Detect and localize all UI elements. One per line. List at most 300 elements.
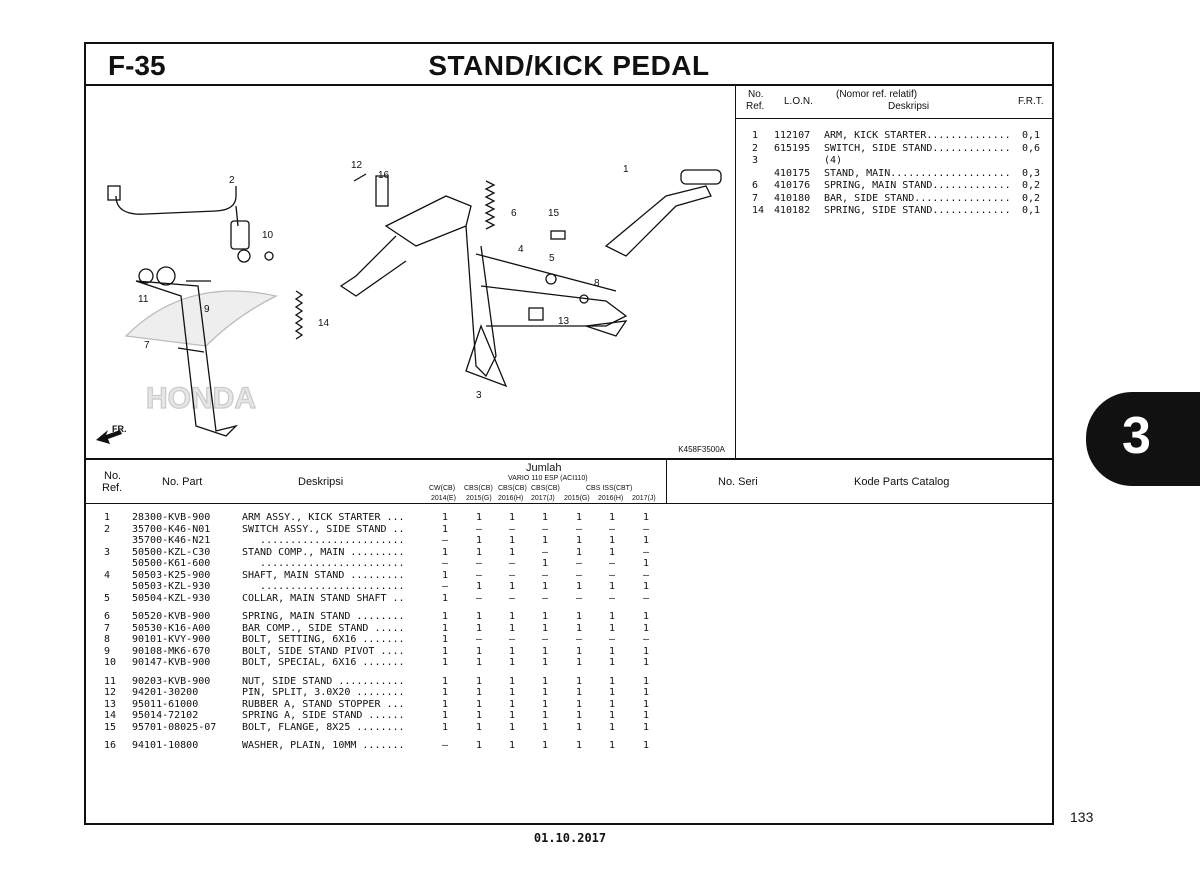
part-qty: – xyxy=(609,523,616,535)
section-code: F-35 xyxy=(108,50,166,81)
part-qty: 1 xyxy=(576,645,583,657)
part-row xyxy=(86,547,666,559)
part-qty: 1 xyxy=(509,645,516,657)
lon-ref: 6 xyxy=(752,180,759,191)
part-ref: 13 xyxy=(104,698,117,710)
lon-no-header: No. xyxy=(748,89,764,100)
callout-12: 12 xyxy=(351,160,363,171)
lon-ref: 2 xyxy=(752,142,759,154)
part-qty: – xyxy=(442,740,449,751)
part-qty: – xyxy=(476,634,483,645)
part-qty: – xyxy=(609,558,616,569)
footer-date: 01.10.2017 xyxy=(533,831,607,845)
part-desc: RUBBER A, STAND STOPPER ... xyxy=(242,698,405,710)
part-row xyxy=(86,657,666,669)
side-stand-switch xyxy=(231,221,249,249)
part-qty: 1 xyxy=(576,622,583,634)
part-qty: 1 xyxy=(476,687,483,698)
part-qty: 1 xyxy=(442,611,449,622)
part-qty: 1 xyxy=(476,512,483,523)
part-qty: 1 xyxy=(542,657,549,668)
part-ref: 3 xyxy=(104,546,111,558)
part-number: 28300-KVB-900 xyxy=(132,512,211,523)
part-number: 50500-K61-600 xyxy=(132,558,211,569)
part-desc: ........................ xyxy=(242,558,405,569)
part-qty: – xyxy=(609,634,616,645)
part-qty: – xyxy=(509,569,516,581)
part-qty: – xyxy=(643,592,650,604)
part-qty: 1 xyxy=(576,546,583,558)
part-qty: 1 xyxy=(609,721,616,733)
year-header-3: 2016(H) xyxy=(498,495,524,502)
part-qty: 1 xyxy=(576,687,583,698)
part-desc: ........................ xyxy=(242,581,405,592)
part-qty: 1 xyxy=(442,698,449,710)
year-header-4: 2017(J) xyxy=(531,495,555,502)
part-qty: 1 xyxy=(542,675,549,687)
part-desc: SPRING, MAIN STAND ........ xyxy=(242,611,405,622)
callout-14: 14 xyxy=(318,318,330,329)
part-qty: 1 xyxy=(542,721,549,733)
part-qty: 1 xyxy=(643,657,650,668)
part-qty: 1 xyxy=(442,687,449,698)
part-desc: SPRING A, SIDE STAND ...... xyxy=(242,710,405,721)
main-stand-leg xyxy=(466,226,496,376)
group-header-5: CBS ISS(CBT) xyxy=(586,485,633,492)
part-qty: – xyxy=(542,569,549,581)
lon-frt: 0,6 xyxy=(1022,142,1041,154)
part-qty: – xyxy=(576,592,583,604)
part-qty: 1 xyxy=(442,523,449,535)
lon-row xyxy=(736,155,1054,168)
part-number: 90101-KVY-900 xyxy=(132,634,211,645)
part-qty: – xyxy=(509,592,516,604)
main-stand-top xyxy=(386,196,471,246)
part-ref: 14 xyxy=(104,710,117,721)
page-number: 133 xyxy=(1070,809,1094,825)
callout-15: 15 xyxy=(548,208,560,219)
part-qty: 1 xyxy=(643,721,650,733)
part-qty: 1 xyxy=(476,546,483,558)
lon-row xyxy=(736,205,1054,218)
part-qty: 1 xyxy=(576,611,583,622)
part-qty: 1 xyxy=(442,592,449,604)
part-qty: 1 xyxy=(509,675,516,687)
part-qty: 1 xyxy=(609,740,616,751)
part-qty: 1 xyxy=(576,740,583,751)
part-desc: BOLT, SIDE STAND PIVOT .... xyxy=(242,645,405,657)
part-qty: – xyxy=(542,523,549,535)
part-qty: 1 xyxy=(442,634,449,645)
part-qty: 1 xyxy=(542,698,549,710)
part-qty: 1 xyxy=(509,687,516,698)
part-number: 50530-K16-A00 xyxy=(132,622,211,634)
part-qty: 1 xyxy=(643,622,650,634)
part-qty: 1 xyxy=(609,622,616,634)
section-tab: 3 xyxy=(1086,392,1200,486)
part-qty: – xyxy=(542,546,549,558)
parts-table-rows xyxy=(86,512,666,752)
lon-frt: 0,1 xyxy=(1022,130,1041,141)
part-qty: 1 xyxy=(643,558,650,569)
part-qty: 1 xyxy=(509,512,516,523)
part-qty: 1 xyxy=(576,581,583,592)
lon-desc: SPRING, SIDE STAND............. xyxy=(824,205,1011,216)
part-desc: WASHER, PLAIN, 10MM ....... xyxy=(242,740,405,751)
lon-ref-header: Ref. xyxy=(746,101,765,112)
part-qty: – xyxy=(442,558,449,569)
group-header-3: CBS(CB) xyxy=(498,485,527,492)
part-qty: 1 xyxy=(509,740,516,751)
part-row xyxy=(86,634,666,646)
part-qty: 1 xyxy=(476,622,483,634)
callout-8: 8 xyxy=(594,278,600,289)
part-qty: – xyxy=(609,592,616,604)
part-desc: BOLT, SPECIAL, 6X16 ....... xyxy=(242,657,405,668)
main-stand-left-foot xyxy=(341,236,406,296)
lon-row xyxy=(736,143,1054,156)
part-ref: 7 xyxy=(104,622,111,634)
lon-desc: BAR, SIDE STAND................ xyxy=(824,192,1011,204)
part-qty: 1 xyxy=(509,721,516,733)
lon-row xyxy=(736,193,1054,206)
part-qty: – xyxy=(509,634,516,645)
part-qty: – xyxy=(542,634,549,645)
part-qty: 1 xyxy=(576,710,583,721)
honda-wing-watermark xyxy=(126,291,276,346)
parts-table-header xyxy=(86,458,1052,504)
lon-frt: 0,1 xyxy=(1022,205,1041,216)
part-desc: BOLT, SETTING, 6X16 ....... xyxy=(242,634,405,645)
part-desc: SHAFT, MAIN STAND ......... xyxy=(242,569,405,581)
part-qty: 1 xyxy=(476,698,483,710)
callout-11: 11 xyxy=(138,294,149,305)
callout-10: 10 xyxy=(262,230,274,241)
part-desc: COLLAR, MAIN STAND SHAFT .. xyxy=(242,592,405,604)
year-header-5: 2015(G) xyxy=(564,495,590,502)
part-qty: 1 xyxy=(576,535,583,546)
part-row xyxy=(86,581,666,593)
part-qty: 1 xyxy=(643,710,650,721)
part-ref: 9 xyxy=(104,645,111,657)
lon-ref: 14 xyxy=(752,205,765,216)
front-arrow-icon xyxy=(96,424,127,444)
lon-frt: 0,2 xyxy=(1022,192,1041,204)
part-qty: 1 xyxy=(576,675,583,687)
part-number: 90147-KVB-900 xyxy=(132,657,211,668)
part-qty: – xyxy=(576,523,583,535)
switch-bolt xyxy=(238,250,250,262)
lon-code: 410176 xyxy=(774,180,811,191)
part-number: 50503-KZL-930 xyxy=(132,581,211,592)
part-row xyxy=(86,623,666,635)
callout-5: 5 xyxy=(549,253,555,264)
part-number: 95701-08025-07 xyxy=(132,721,217,733)
part-ref: 4 xyxy=(104,569,111,581)
part-qty: 1 xyxy=(442,546,449,558)
page-title: STAND/KICK PEDAL xyxy=(428,50,710,81)
part-row xyxy=(86,710,666,722)
part-ref: 6 xyxy=(104,611,111,622)
callout-13: 13 xyxy=(558,316,570,327)
part-qty: – xyxy=(609,569,616,581)
part-qty: 1 xyxy=(442,645,449,657)
part-desc: PIN, SPLIT, 3.0X20 ........ xyxy=(242,687,405,698)
part-qty: – xyxy=(576,558,583,569)
part-row xyxy=(86,646,666,658)
lon-desc: STAND, MAIN.................... xyxy=(824,167,1011,179)
part-qty: 1 xyxy=(643,581,650,592)
part-number: 35700-K46-N01 xyxy=(132,523,211,535)
part-qty: – xyxy=(509,523,516,535)
part-ref: 11 xyxy=(104,675,117,687)
parts-part-header: No. Part xyxy=(162,476,203,488)
callout-1: 1 xyxy=(623,164,629,175)
part-qty: – xyxy=(476,592,483,604)
group-header-4: CBS(CB) xyxy=(531,485,560,492)
lon-code: 410175 xyxy=(774,167,811,179)
parts-variant-header: VARIO 110 ESP (ACI110) xyxy=(508,475,588,482)
part-qty: 1 xyxy=(609,657,616,668)
part-ref: 8 xyxy=(104,634,111,645)
parts-catalog-header: Kode Parts Catalog xyxy=(854,476,950,488)
part-number: 50520-KVB-900 xyxy=(132,611,211,622)
lon-ref: 7 xyxy=(752,192,759,204)
part-qty: 1 xyxy=(542,622,549,634)
lon-code: 112107 xyxy=(774,130,811,141)
part-qty: 1 xyxy=(542,687,549,698)
parts-no-header: No. xyxy=(104,470,122,482)
part-qty: – xyxy=(476,569,483,581)
part-row xyxy=(86,740,666,752)
part-qty: 1 xyxy=(476,657,483,668)
honda-watermark-text: HONDA xyxy=(146,382,256,415)
part-qty: 1 xyxy=(509,657,516,668)
year-header-1: 2014(E) xyxy=(431,495,456,502)
split-pin xyxy=(354,174,366,181)
part-desc: SWITCH ASSY., SIDE STAND .. xyxy=(242,523,405,535)
parts-ref-header: Ref. xyxy=(102,482,123,494)
lon-table xyxy=(736,86,1054,458)
part-qty: 1 xyxy=(442,512,449,523)
callout-16: 16 xyxy=(378,170,390,181)
part-qty: 1 xyxy=(542,611,549,622)
lon-code: 410180 xyxy=(774,192,811,204)
part-row xyxy=(86,535,666,547)
part-row xyxy=(86,676,666,688)
group-header-2: CBS(CB) xyxy=(464,485,493,492)
flange-bolt xyxy=(551,231,565,239)
part-qty: 1 xyxy=(609,687,616,698)
parts-qty-header: Jumlah xyxy=(526,462,562,474)
part-ref: 1 xyxy=(104,512,111,523)
lon-frt: 0,2 xyxy=(1022,180,1041,191)
part-qty: 1 xyxy=(476,710,483,721)
part-qty: 1 xyxy=(643,740,650,751)
lon-frt-header: F.R.T. xyxy=(1018,96,1044,107)
part-qty: – xyxy=(509,558,516,569)
part-qty: 1 xyxy=(442,710,449,721)
part-number: 90203-KVB-900 xyxy=(132,675,211,687)
part-desc: BOLT, FLANGE, 8X25 ........ xyxy=(242,721,405,733)
illustration-code: K458F3500A xyxy=(678,445,725,454)
lon-table-rows xyxy=(736,130,1054,218)
part-qty: 1 xyxy=(542,645,549,657)
lon-frt: 0,3 xyxy=(1022,167,1041,179)
kick-starter-arm xyxy=(606,186,711,256)
group-header-1: CW(CB) xyxy=(429,485,456,492)
lon-desc: SPRING, MAIN STAND............. xyxy=(824,180,1011,191)
collar xyxy=(546,274,556,284)
part-qty: 1 xyxy=(576,698,583,710)
part-qty: 1 xyxy=(442,721,449,733)
part-qty: 1 xyxy=(609,611,616,622)
part-qty: – xyxy=(643,523,650,535)
part-qty: 1 xyxy=(542,740,549,751)
part-row xyxy=(86,611,666,623)
part-row xyxy=(86,722,666,734)
part-number: 95011-61000 xyxy=(132,698,199,710)
part-number: 95014-72102 xyxy=(132,710,199,721)
parts-serial-header: No. Seri xyxy=(718,476,758,488)
part-qty: 1 xyxy=(509,622,516,634)
lon-desc: ARM, KICK STARTER.............. xyxy=(824,130,1011,141)
part-qty: 1 xyxy=(609,698,616,710)
part-qty: 1 xyxy=(542,710,549,721)
part-qty: 1 xyxy=(476,675,483,687)
main-stand-arm xyxy=(481,286,626,326)
part-ref: 15 xyxy=(104,721,117,733)
part-qty: 1 xyxy=(476,645,483,657)
parts-desc-header: Deskripsi xyxy=(298,476,344,488)
year-header-6: 2016(H) xyxy=(598,495,624,502)
stand-stopper xyxy=(529,308,543,320)
part-qty: 1 xyxy=(576,512,583,523)
part-qty: – xyxy=(542,592,549,604)
part-qty: 1 xyxy=(476,740,483,751)
part-qty: 1 xyxy=(542,535,549,546)
callout-6: 6 xyxy=(511,208,517,219)
part-qty: 1 xyxy=(509,611,516,622)
part-number: 94101-10800 xyxy=(132,740,199,751)
part-row xyxy=(86,699,666,711)
part-ref: 16 xyxy=(104,740,117,751)
part-number: 50504-KZL-930 xyxy=(132,592,211,604)
exploded-diagram xyxy=(86,86,736,458)
part-number: 90108-MK6-670 xyxy=(132,645,211,657)
callout-3: 3 xyxy=(476,390,482,401)
part-desc: ARM ASSY., KICK STARTER ... xyxy=(242,512,405,523)
page-header xyxy=(86,44,1052,86)
divider-qty-serial xyxy=(666,458,667,504)
part-qty: 1 xyxy=(476,721,483,733)
part-desc: BAR COMP., SIDE STAND ..... xyxy=(242,622,405,634)
callout-9: 9 xyxy=(204,304,210,315)
part-qty: 1 xyxy=(609,710,616,721)
part-qty: 1 xyxy=(442,569,449,581)
part-qty: 1 xyxy=(643,675,650,687)
part-qty: 1 xyxy=(643,611,650,622)
part-qty: 1 xyxy=(609,546,616,558)
part-ref: 12 xyxy=(104,687,117,698)
part-qty: 1 xyxy=(609,581,616,592)
part-qty: 1 xyxy=(476,611,483,622)
part-qty: 1 xyxy=(476,581,483,592)
part-qty: 1 xyxy=(509,698,516,710)
part-qty: – xyxy=(442,581,449,592)
lon-desc: SWITCH, SIDE STAND............. xyxy=(824,142,1011,154)
callout-2: 2 xyxy=(229,175,235,186)
lon-desc-top-header: (Nomor ref. relatif) xyxy=(836,89,918,100)
part-qty: 1 xyxy=(542,512,549,523)
lon-desc-header: Deskripsi xyxy=(888,101,930,112)
callout-4: 4 xyxy=(518,244,524,255)
part-qty: – xyxy=(643,546,650,558)
lon-row xyxy=(736,168,1054,181)
year-header-7: 2017(J) xyxy=(632,495,656,502)
part-qty: – xyxy=(442,535,449,546)
part-number: 50500-KZL-C30 xyxy=(132,546,211,558)
part-ref: 5 xyxy=(104,592,111,604)
main-stand-pedal xyxy=(586,321,626,336)
part-row xyxy=(86,687,666,699)
part-ref: 2 xyxy=(104,523,111,535)
part-qty: – xyxy=(643,569,650,581)
part-qty: 1 xyxy=(609,535,616,546)
catalog-page-frame xyxy=(84,42,1054,825)
lon-lon-header: L.O.N. xyxy=(784,96,813,107)
part-number: 35700-K46-N21 xyxy=(132,535,211,546)
lon-code: 410182 xyxy=(774,205,811,216)
part-qty: 1 xyxy=(576,721,583,733)
switch-cable xyxy=(116,186,236,214)
part-qty: – xyxy=(643,634,650,645)
part-number: 50503-K25-900 xyxy=(132,569,211,581)
svg-text:FR.: FR. xyxy=(112,424,127,434)
part-qty: 1 xyxy=(442,675,449,687)
lon-desc: (4) xyxy=(824,155,843,166)
part-qty: 1 xyxy=(509,710,516,721)
part-desc: ........................ xyxy=(242,535,405,546)
part-qty: 1 xyxy=(442,657,449,668)
part-qty: 1 xyxy=(542,558,549,569)
part-qty: 1 xyxy=(609,645,616,657)
part-number: 94201-30200 xyxy=(132,687,199,698)
spring-main-stand xyxy=(486,181,494,229)
lon-ref: 3 xyxy=(752,155,759,166)
lon-table-header xyxy=(736,86,1054,119)
part-qty: – xyxy=(476,558,483,569)
lon-ref: 1 xyxy=(752,130,759,141)
part-row xyxy=(86,524,666,536)
part-qty: 1 xyxy=(609,512,616,523)
part-qty: – xyxy=(576,634,583,645)
year-header-2: 2015(G) xyxy=(466,495,492,502)
main-stand-foot xyxy=(466,326,506,386)
part-qty: 1 xyxy=(643,698,650,710)
part-row xyxy=(86,558,666,570)
kick-pedal-rubber xyxy=(681,170,721,184)
part-qty: 1 xyxy=(509,581,516,592)
part-qty: 1 xyxy=(576,657,583,668)
part-qty: 1 xyxy=(643,512,650,523)
switch-connector xyxy=(108,186,120,200)
part-qty: 1 xyxy=(609,675,616,687)
part-qty: 1 xyxy=(509,535,516,546)
part-qty: 1 xyxy=(643,687,650,698)
part-desc: STAND COMP., MAIN ......... xyxy=(242,546,405,558)
spring-side-stand xyxy=(296,291,302,339)
